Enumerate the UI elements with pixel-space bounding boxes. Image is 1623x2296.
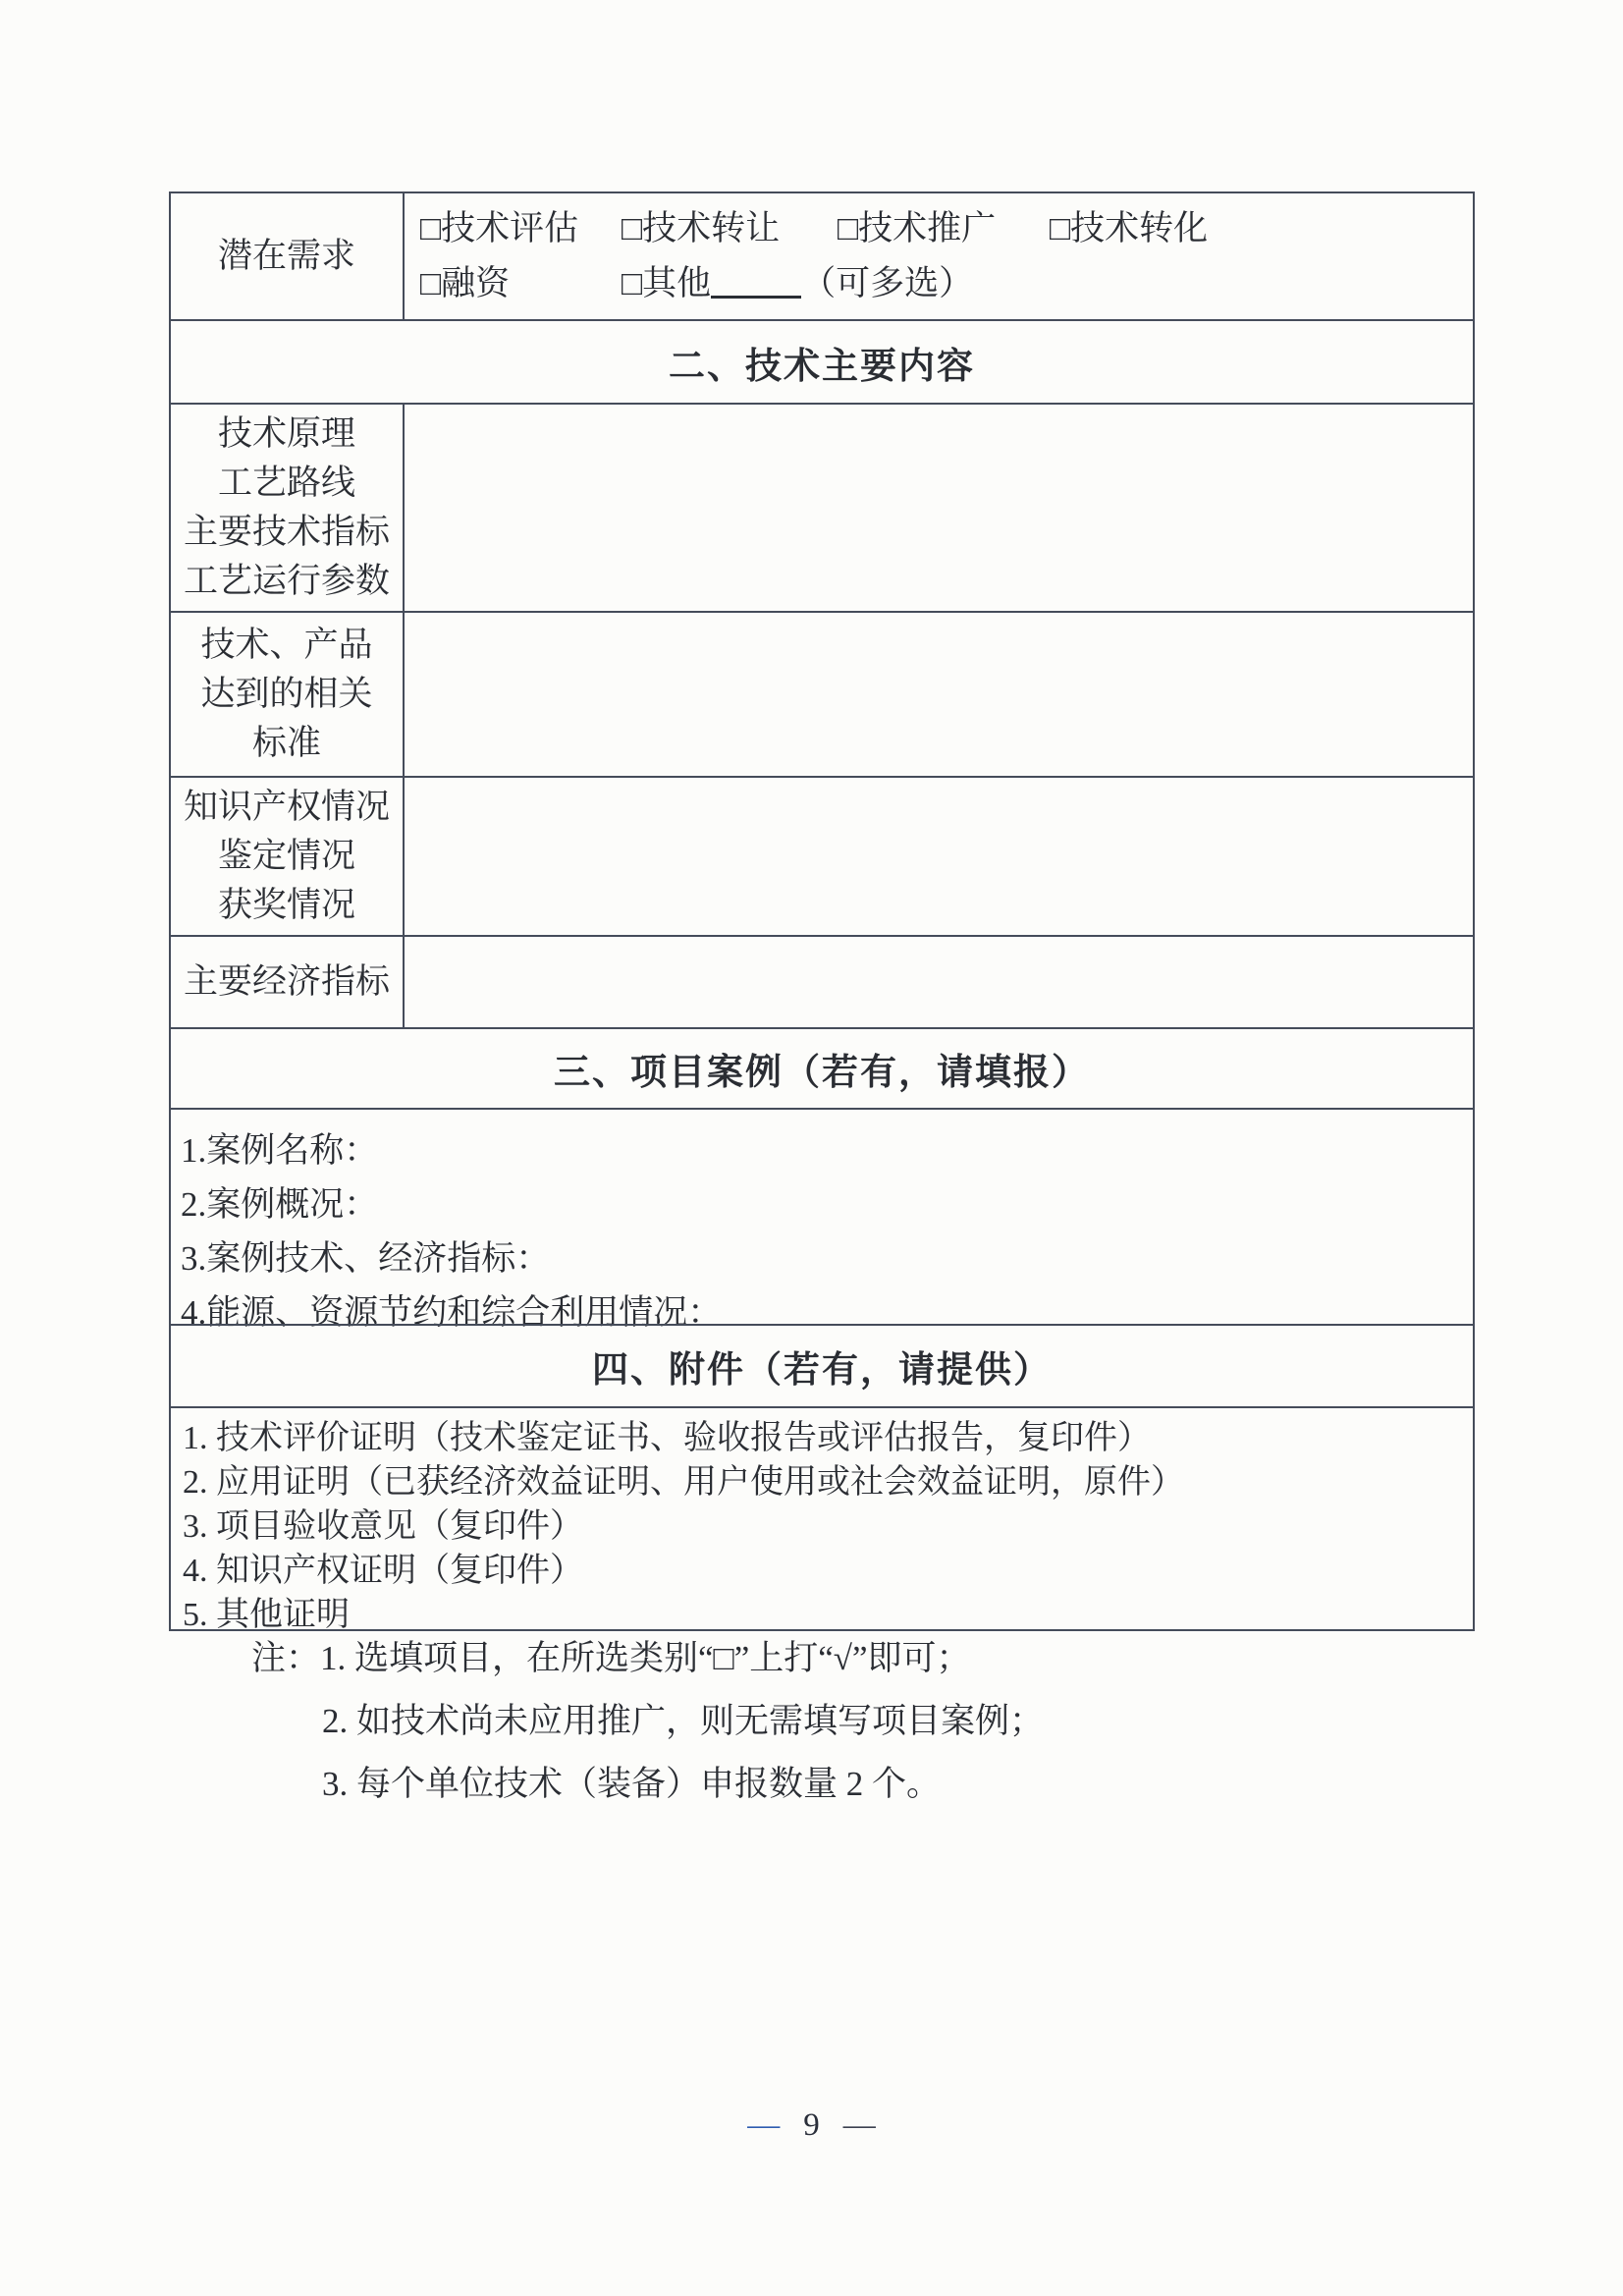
label-line: 技术原理 (217, 414, 355, 453)
page-number (0, 2107, 1623, 2144)
label-line: 鉴定情况 (217, 837, 355, 875)
standards-input-area[interactable] (405, 613, 1473, 776)
option-label: 技术推广 (858, 209, 997, 247)
row-economic-indicators (171, 935, 1473, 1027)
label-line: 标准 (251, 724, 321, 762)
option-label: 技术转化 (1070, 209, 1209, 247)
row-standards (171, 611, 1473, 776)
checkbox-icon: □ (622, 209, 643, 247)
row-potential-demand (171, 193, 1473, 319)
section3-title: 三、项目案例（若有，请填报） (554, 1053, 1090, 1093)
ip-status-input-area[interactable] (405, 778, 1473, 935)
case-item: 3.案例技术、经济指标： (181, 1239, 551, 1278)
page-number-value: 9 (803, 2107, 820, 2143)
label-text: 潜在需求 (217, 237, 355, 275)
note-line-2: 2. 如技术尚未应用推广，则无需填写项目案例； (322, 1702, 1045, 1740)
section2-title: 二、技术主要内容 (669, 346, 975, 387)
checkbox-option-tech-promotion[interactable] (838, 201, 1050, 256)
section4-header (171, 1324, 1473, 1406)
potential-demand-options (405, 193, 1473, 319)
checkbox-icon: □ (838, 209, 859, 247)
note-prefix: 注： (251, 1639, 321, 1677)
checkbox-icon: □ (1050, 209, 1071, 247)
case-item: 2.案例概况： (181, 1185, 379, 1224)
options-line-2 (420, 256, 1473, 311)
section4-content-row (171, 1406, 1473, 1633)
label-line: 主要经济指标 (183, 962, 390, 1001)
checkbox-option-tech-evaluation[interactable] (420, 201, 622, 256)
checkbox-option-financing[interactable] (420, 256, 622, 311)
checkbox-option-tech-transfer[interactable] (622, 201, 838, 256)
option-label: 技术转让 (642, 209, 781, 247)
notes (251, 1638, 1044, 1827)
case-item: 4.能源、资源节约和综合利用情况： (181, 1293, 723, 1332)
label-line: 主要技术指标 (183, 513, 390, 551)
page-number-dash-right: — (842, 2107, 876, 2143)
label-ip-status (171, 778, 405, 935)
attachments-list (171, 1408, 1473, 1633)
row-tech-principle (171, 403, 1473, 611)
option-label: 融资 (441, 264, 511, 302)
label-potential-demand (171, 193, 405, 319)
note-line-3: 3. 每个单位技术（装备）申报数量 2 个。 (322, 1765, 942, 1803)
note-text: 1. 选填项目，在所选类别“□”上打“√”即可； (320, 1639, 971, 1677)
other-blank-field[interactable] (711, 263, 801, 299)
option-label: 其他 (642, 264, 712, 302)
label-line: 达到的相关 (200, 675, 373, 713)
row-ip-status (171, 776, 1473, 935)
attachment-item: 3. 项目验收意见（复印件） (183, 1508, 583, 1545)
checkbox-option-other[interactable] (622, 256, 711, 311)
multi-select-hint: （可多选） (801, 264, 974, 302)
label-line: 获奖情况 (217, 886, 355, 924)
checkbox-icon: □ (420, 209, 442, 247)
label-line: 知识产权情况 (183, 788, 390, 826)
label-standards (171, 613, 405, 776)
label-line: 技术、产品 (200, 626, 373, 664)
label-line: 工艺路线 (217, 464, 355, 502)
tech-principle-input-area[interactable] (405, 405, 1473, 611)
option-label: 技术评估 (441, 209, 579, 247)
section3-content-row (171, 1108, 1473, 1332)
checkbox-icon: □ (420, 264, 442, 302)
case-item: 1.案例名称： (181, 1131, 379, 1170)
project-case-input-area[interactable] (171, 1110, 1473, 1332)
options-line-1 (420, 201, 1473, 256)
note-line-1 (251, 1638, 1044, 1679)
economic-indicators-input-area[interactable] (405, 937, 1473, 1027)
label-economic-indicators (171, 937, 405, 1027)
attachment-item: 2. 应用证明（已获经济效益证明、用户使用或社会效益证明，原件） (183, 1464, 1184, 1501)
attachment-item: 4. 知识产权证明（复印件） (183, 1553, 583, 1589)
checkbox-icon: □ (622, 264, 643, 302)
label-tech-principle (171, 405, 405, 611)
section2-header (171, 319, 1473, 403)
section4-title: 四、附件（若有，请提供） (592, 1350, 1052, 1391)
attachment-item: 5. 其他证明 (183, 1597, 350, 1633)
page-number-dash-left: — (747, 2107, 781, 2143)
label-line: 工艺运行参数 (183, 562, 390, 600)
attachment-item: 1. 技术评价证明（技术鉴定证书、验收报告或评估报告，复印件） (183, 1420, 1151, 1456)
application-form-table (169, 191, 1475, 1631)
section3-header (171, 1027, 1473, 1108)
checkbox-option-tech-conversion[interactable] (1050, 201, 1208, 256)
